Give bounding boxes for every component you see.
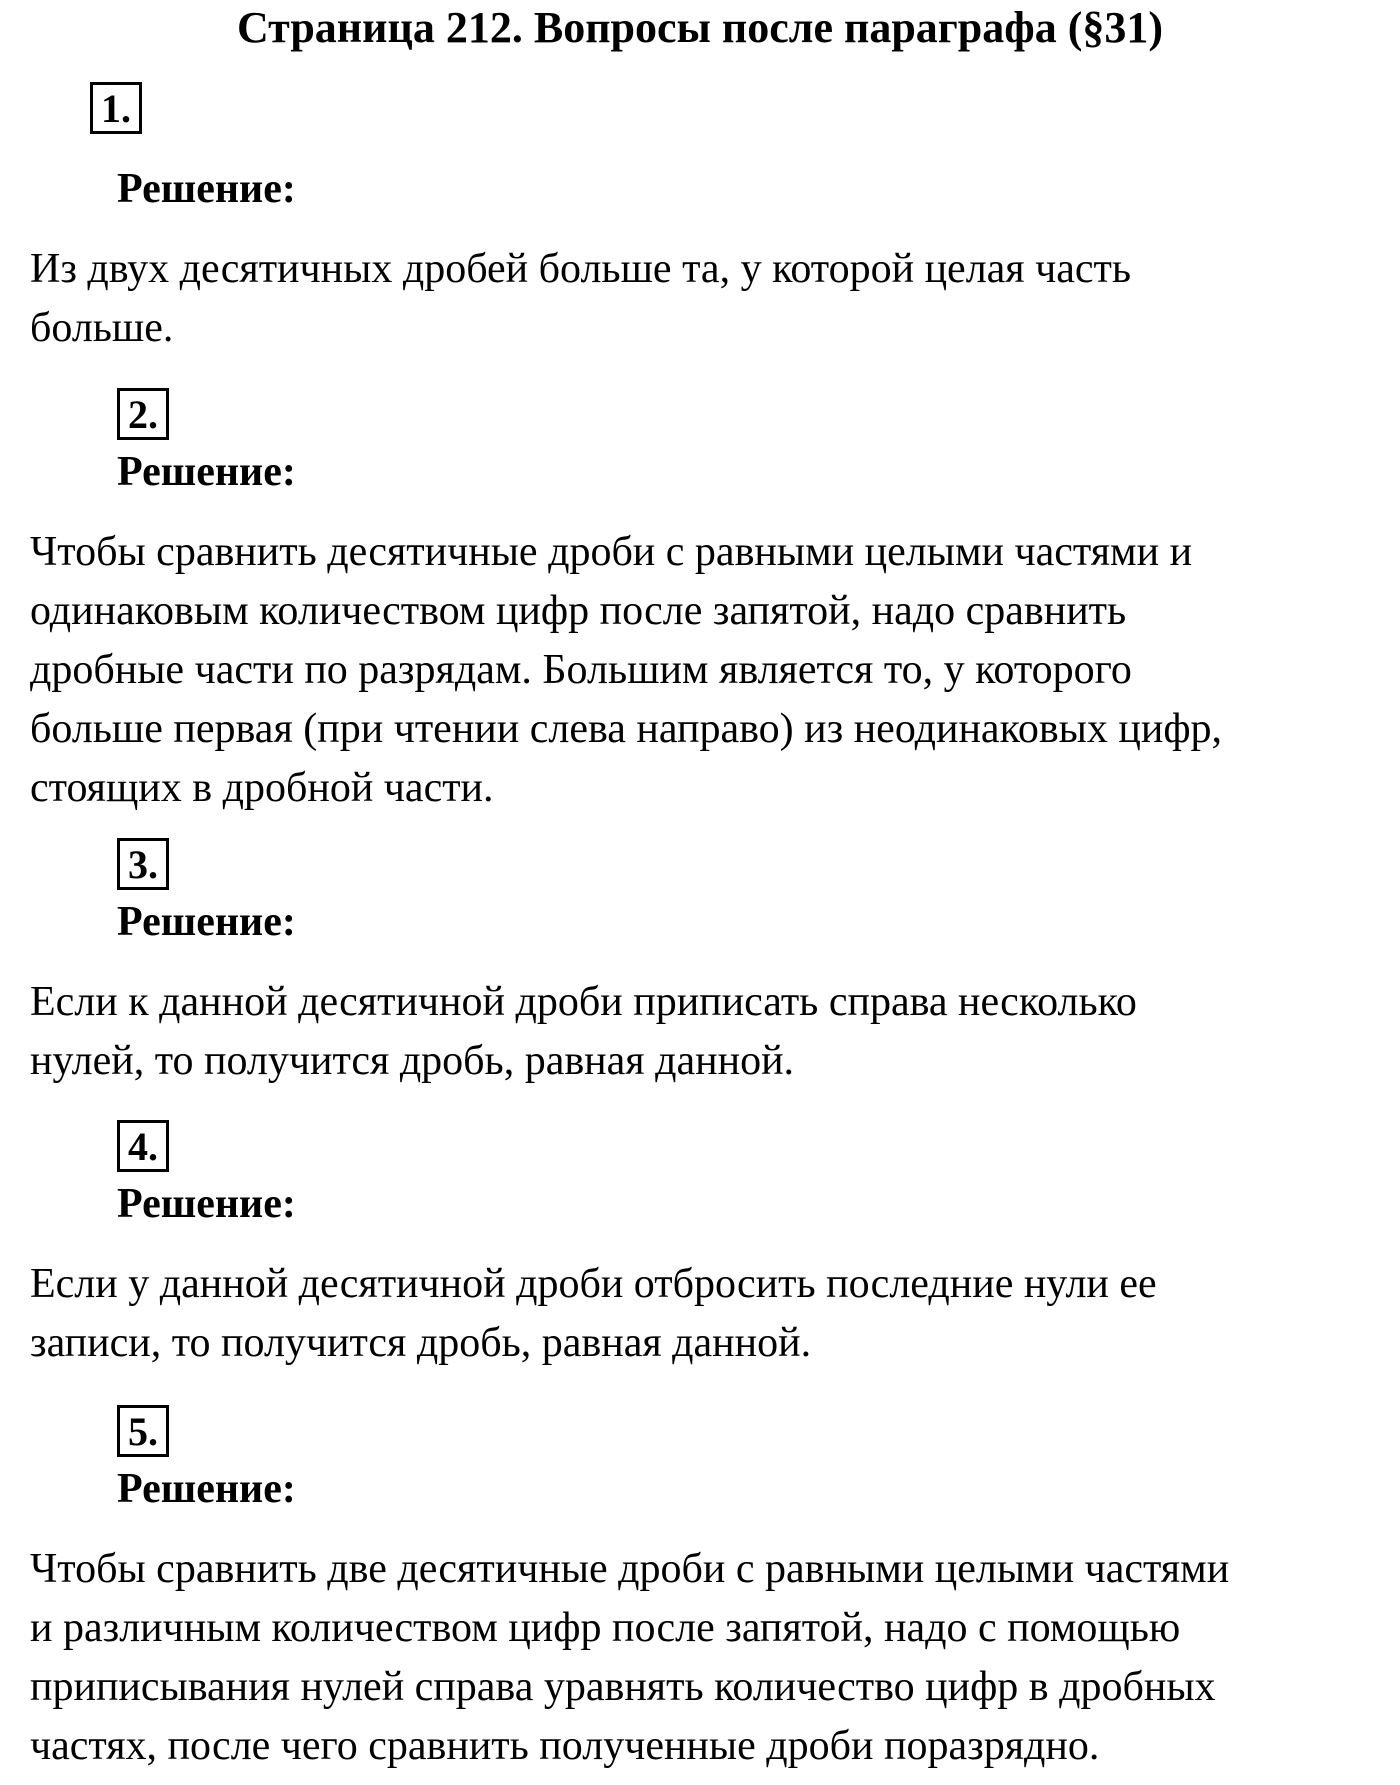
answer-line: стоящих в дробной части.: [30, 765, 494, 811]
answer-line: больше.: [30, 305, 174, 351]
solution-label: Решение:: [117, 1466, 296, 1512]
answer-line: приписывания нулей справа уравнять количество цифр в дробных: [30, 1664, 1216, 1710]
question-number: 4.: [117, 1120, 169, 1172]
page-title: Страница 212. Вопросы после параграфа (§31): [236, 3, 1164, 52]
answer-text: [30, 1540, 1390, 1776]
solution-label: Решение:: [117, 166, 296, 212]
question-number: 3.: [117, 838, 169, 890]
solution-label: Решение:: [117, 449, 296, 495]
answer-text: [30, 1255, 1390, 1373]
answer-line: Если к данной десятичной дроби приписать справа несколько: [30, 979, 1137, 1025]
question-number: 1.: [90, 82, 142, 134]
answer-line: Чтобы сравнить две десятичные дроби с равными целыми частями: [30, 1546, 1230, 1592]
answer-line: нулей, то получится дробь, равная данной.: [30, 1038, 795, 1084]
answer-text: [30, 240, 1390, 358]
answer-line: больше первая (при чтении слева направо) из неодинаковых цифр,: [30, 706, 1223, 752]
answer-line: частях, после чего сравнить полученные дроби поразрядно.: [30, 1723, 1100, 1769]
solution-label: Решение:: [117, 1181, 296, 1227]
answer-text: [30, 973, 1390, 1091]
answer-line: Из двух десятичных дробей больше та, у которой целая часть: [30, 246, 1132, 292]
solution-label: Решение:: [117, 899, 296, 945]
answer-line: дробные части по разрядам. Большим является то, у которого: [30, 647, 1132, 693]
answer-line: Чтобы сравнить десятичные дроби с равными целыми частями и: [30, 529, 1193, 575]
question-number: 2.: [117, 388, 169, 440]
answer-line: Если у данной десятичной дроби отбросить последние нули ее: [30, 1261, 1157, 1307]
answer-line: одинаковым количеством цифр после запятой, надо сравнить: [30, 588, 1127, 634]
answer-line: и различным количеством цифр после запятой, надо с помощью: [30, 1605, 1181, 1651]
answer-text: [30, 523, 1390, 818]
question-number: 5.: [117, 1405, 169, 1457]
answer-line: записи, то получится дробь, равная данной.: [30, 1320, 812, 1366]
